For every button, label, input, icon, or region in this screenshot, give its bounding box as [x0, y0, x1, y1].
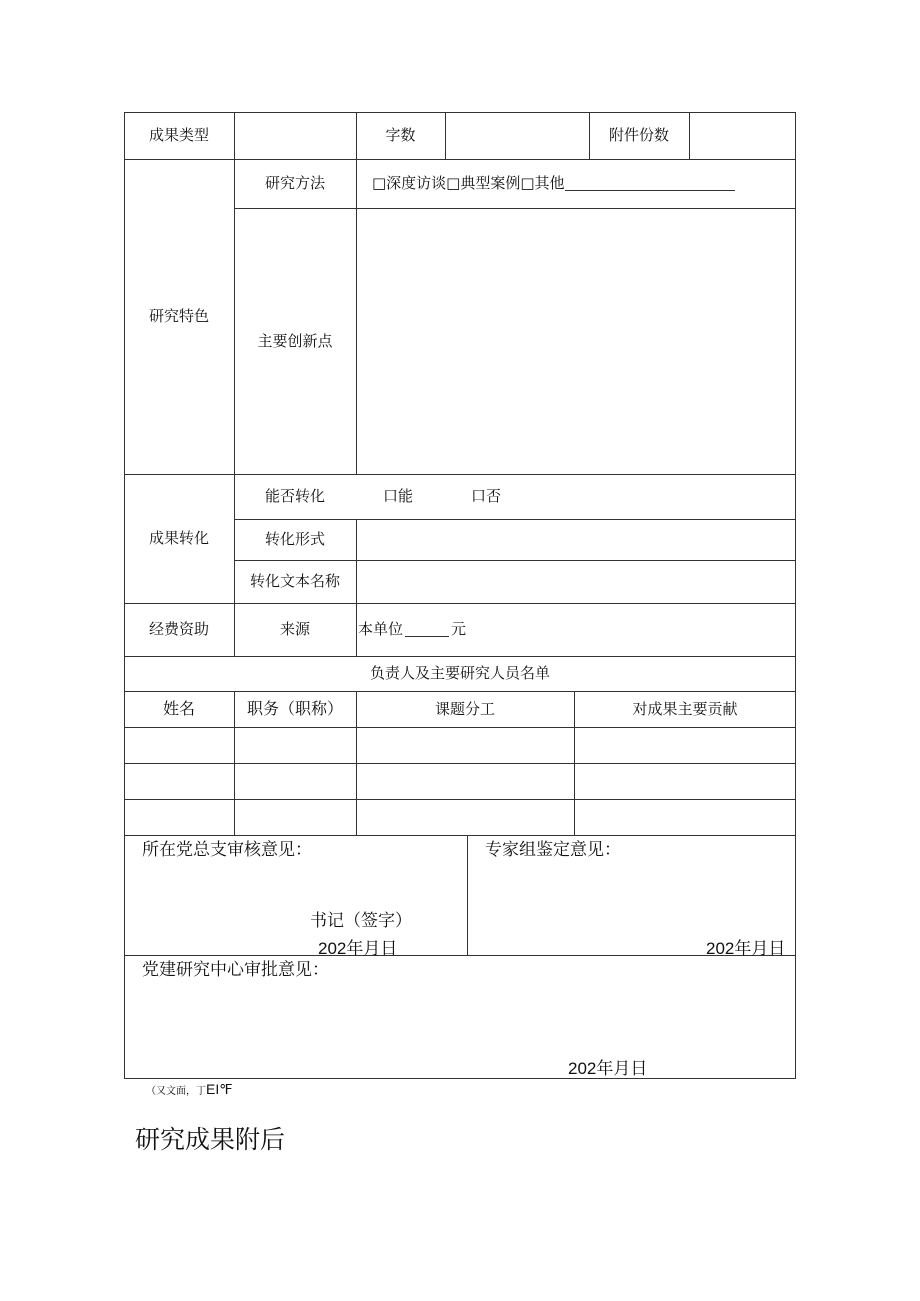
option-yes-checkbox[interactable]: 口能: [383, 487, 414, 505]
members-title: 负责人及主要研究人员名单: [369, 664, 550, 682]
funding-unit-text: 本单位: [358, 620, 404, 638]
member-contribution-cell[interactable]: [575, 728, 795, 763]
member-position-cell[interactable]: [235, 800, 356, 835]
expert-date-year: 202: [706, 939, 735, 958]
member-contribution-cell[interactable]: [575, 800, 795, 835]
transform-form-label: 转化形式: [264, 530, 325, 548]
expert-date-text: 年月日: [734, 939, 786, 959]
innovation-field[interactable]: [357, 209, 795, 474]
member-name-cell[interactable]: [125, 800, 234, 835]
expert-review-label: 专家组鉴定意见：: [485, 840, 621, 860]
member-division-cell[interactable]: [357, 800, 574, 835]
member-name-cell[interactable]: [125, 764, 234, 799]
footnote: [146, 1081, 233, 1098]
branch-review-label: 所在党总支审核意见：: [142, 840, 312, 860]
can-transform-label: 能否转化: [264, 487, 325, 505]
funding-label: 经费资助: [148, 620, 209, 638]
member-contribution-cell[interactable]: [575, 764, 795, 799]
attachments-field[interactable]: [690, 112, 795, 159]
col-name-header: 姓名: [162, 699, 195, 718]
funding-source-field[interactable]: [358, 603, 658, 656]
center-approval-label: 党建研究中心审批意见：: [142, 960, 329, 980]
footnote-text: （又文面，丁: [146, 1086, 206, 1097]
col-division-header: 课题分工: [434, 699, 495, 718]
attachments-label: 附件份数: [608, 126, 669, 144]
innovation-label: 主要创新点: [257, 331, 333, 350]
member-position-cell[interactable]: [235, 764, 356, 799]
transform-form-field[interactable]: [357, 520, 795, 560]
appendix-title: 研究成果附后: [135, 1125, 286, 1154]
method-options-text: □深度访谈□典型案例□其他: [372, 174, 565, 192]
member-position-cell[interactable]: [235, 728, 356, 763]
transformation-label: 成果转化: [148, 529, 209, 547]
method-options[interactable]: [372, 159, 792, 208]
type-field[interactable]: [235, 112, 356, 159]
center-date-text: 年月日: [596, 1059, 648, 1079]
method-label: 研究方法: [264, 174, 325, 192]
funding-amount-blank[interactable]: [405, 622, 449, 637]
funding-yuan-text: 元: [451, 620, 467, 638]
col-contribution-header: 对成果主要贡献: [632, 699, 738, 718]
expert-review-date: [706, 940, 785, 958]
other-method-blank[interactable]: [565, 176, 735, 191]
member-division-cell[interactable]: [357, 728, 574, 763]
transform-text-name-field[interactable]: [357, 561, 795, 603]
branch-date-year: 202: [318, 939, 347, 958]
transform-text-name-label: 转化文本名称: [249, 572, 340, 590]
col-position-header: 职务（职称）: [246, 699, 343, 718]
type-label: 成果类型: [148, 126, 209, 144]
secretary-signature-label: 书记（签字）: [310, 911, 412, 931]
member-name-cell[interactable]: [125, 728, 234, 763]
center-date-year: 202: [568, 1059, 597, 1078]
funding-source-label: 来源: [279, 620, 310, 638]
member-division-cell[interactable]: [357, 764, 574, 799]
research-features-label: 研究特色: [148, 307, 209, 325]
word-count-field[interactable]: [446, 112, 589, 159]
center-approval-date: [568, 1060, 647, 1078]
word-count-label: 字数: [385, 126, 416, 144]
footnote-tail: EI℉: [206, 1081, 233, 1097]
branch-date-text: 年月日: [346, 939, 398, 959]
option-no-checkbox[interactable]: 口否: [471, 487, 502, 505]
branch-review-date: [318, 940, 397, 958]
